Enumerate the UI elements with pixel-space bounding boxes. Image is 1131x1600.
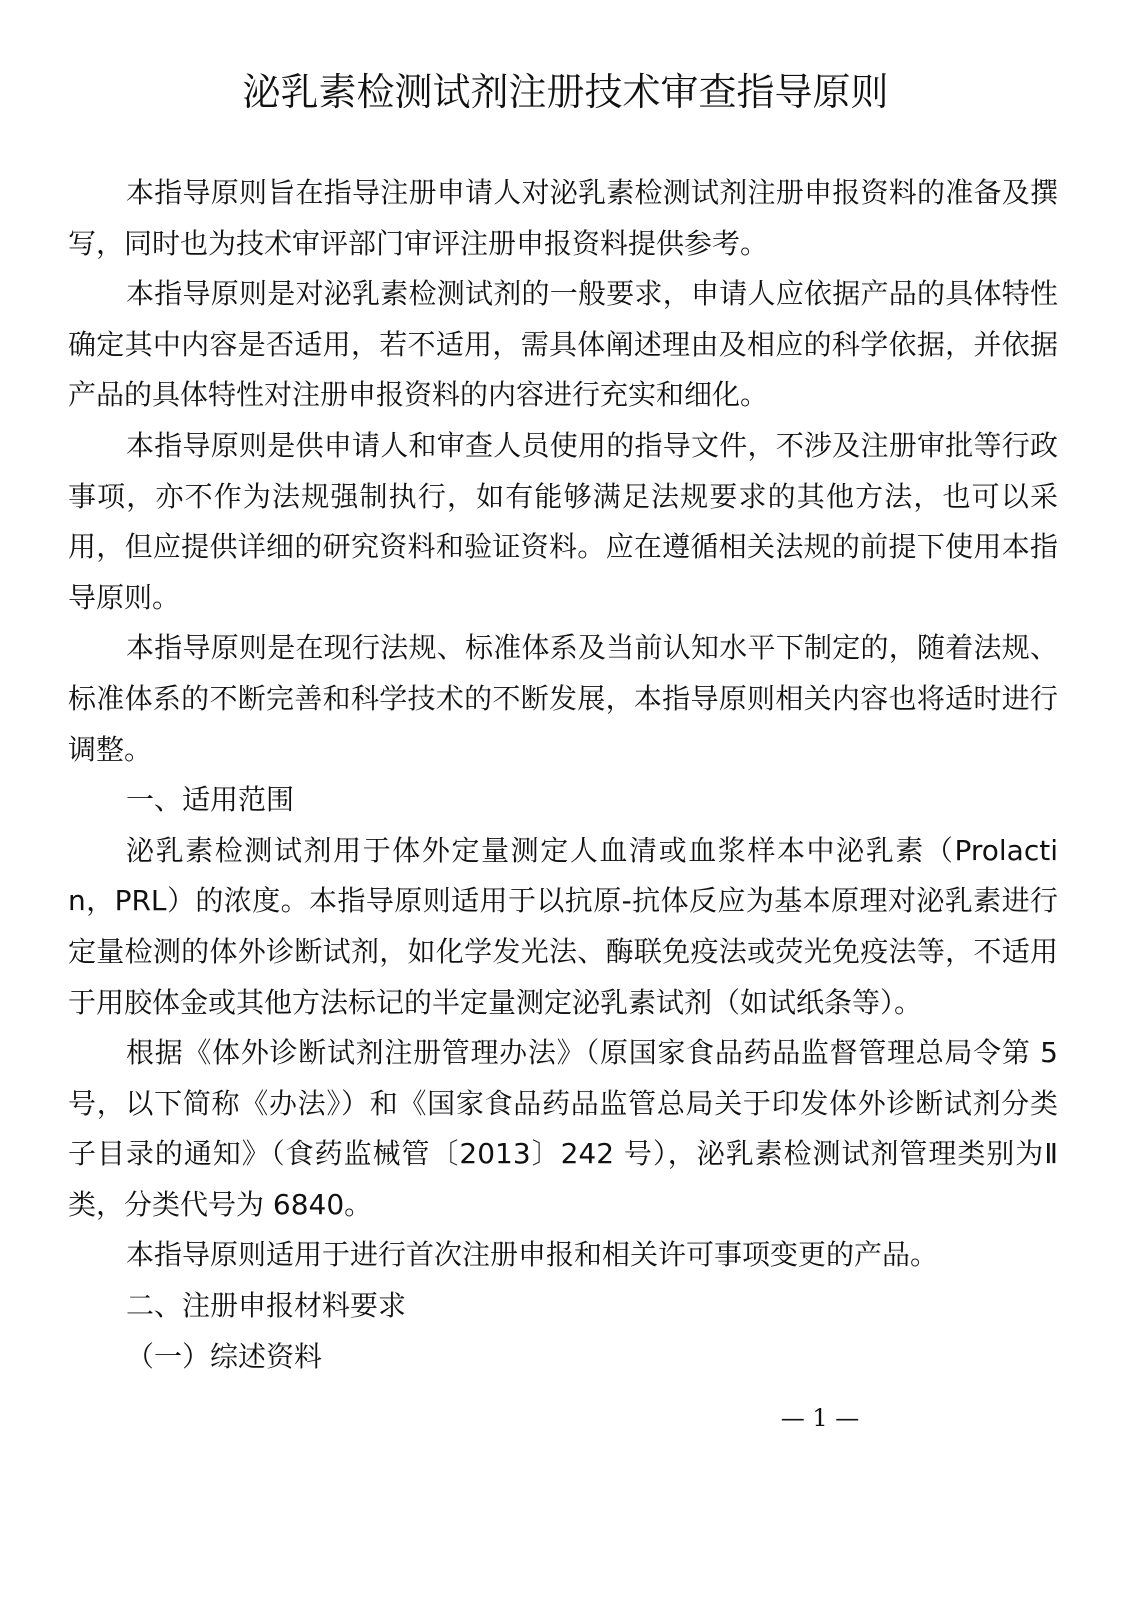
paragraph: 泌乳素检测试剂用于体外定量测定人血清或血浆样本中泌乳素（Prolactin，PRL）的浓度。本指导原则适用于以抗原-抗体反应为基本原理对泌乳素进行定量检测的体外诊断试剂，如化学发光法、酶联免疫法或荧光免疫法等，不适用于用胶体金或其他方法标记的半定量测定泌乳素试剂（如试纸条等）。 — [68, 833, 1058, 1019]
subsection-heading-overview: （一）综述资料 — [126, 1339, 323, 1373]
document-body — [68, 168, 1058, 1382]
paragraph: 本指导原则是供申请人和审查人员使用的指导文件，不涉及注册审批等行政事项，亦不作为法规强制执行，如有能够满足法规要求的其他方法，也可以采用，但应提供详细的研究资料和验证资料。应在遵循相关法规的前提下使用本指导原则。 — [68, 428, 1058, 614]
section-heading-requirements: 二、注册申报材料要求 — [126, 1289, 407, 1323]
paragraph: 本指导原则旨在指导注册申请人对泌乳素检测试剂注册申报资料的准备及撰写，同时也为技术审评部门审评注册申报资料提供参考。 — [68, 176, 1058, 260]
paragraph: 本指导原则是在现行法规、标准体系及当前认知水平下制定的，随着法规、标准体系的不断完善和科学技术的不断发展，本指导原则相关内容也将适时进行调整。 — [68, 631, 1058, 766]
page-number: — 1 — — [780, 1404, 860, 1432]
document-title: 泌乳素检测试剂注册技术审查指导原则 — [242, 70, 889, 114]
section-heading-scope: 一、适用范围 — [126, 783, 295, 817]
paragraph: 本指导原则适用于进行首次注册申报和相关许可事项变更的产品。 — [126, 1238, 939, 1272]
paragraph: 本指导原则是对泌乳素检测试剂的一般要求，申请人应依据产品的具体特性确定其中内容是否适用，若不适用，需具体阐述理由及相应的科学依据，并依据产品的具体特性对注册申报资料的内容进行充实和细化。 — [68, 277, 1058, 412]
paragraph: 根据《体外诊断试剂注册管理办法》（原国家食品药品监督管理总局令第 5 号，以下简称《办法》）和《国家食品药品监管总局关于印发体外诊断试剂分类子目录的通知》（食药监械管〔2013〕242 号），泌乳素检测试剂管理类别为Ⅱ类，分类代号为 6840。 — [68, 1036, 1058, 1221]
